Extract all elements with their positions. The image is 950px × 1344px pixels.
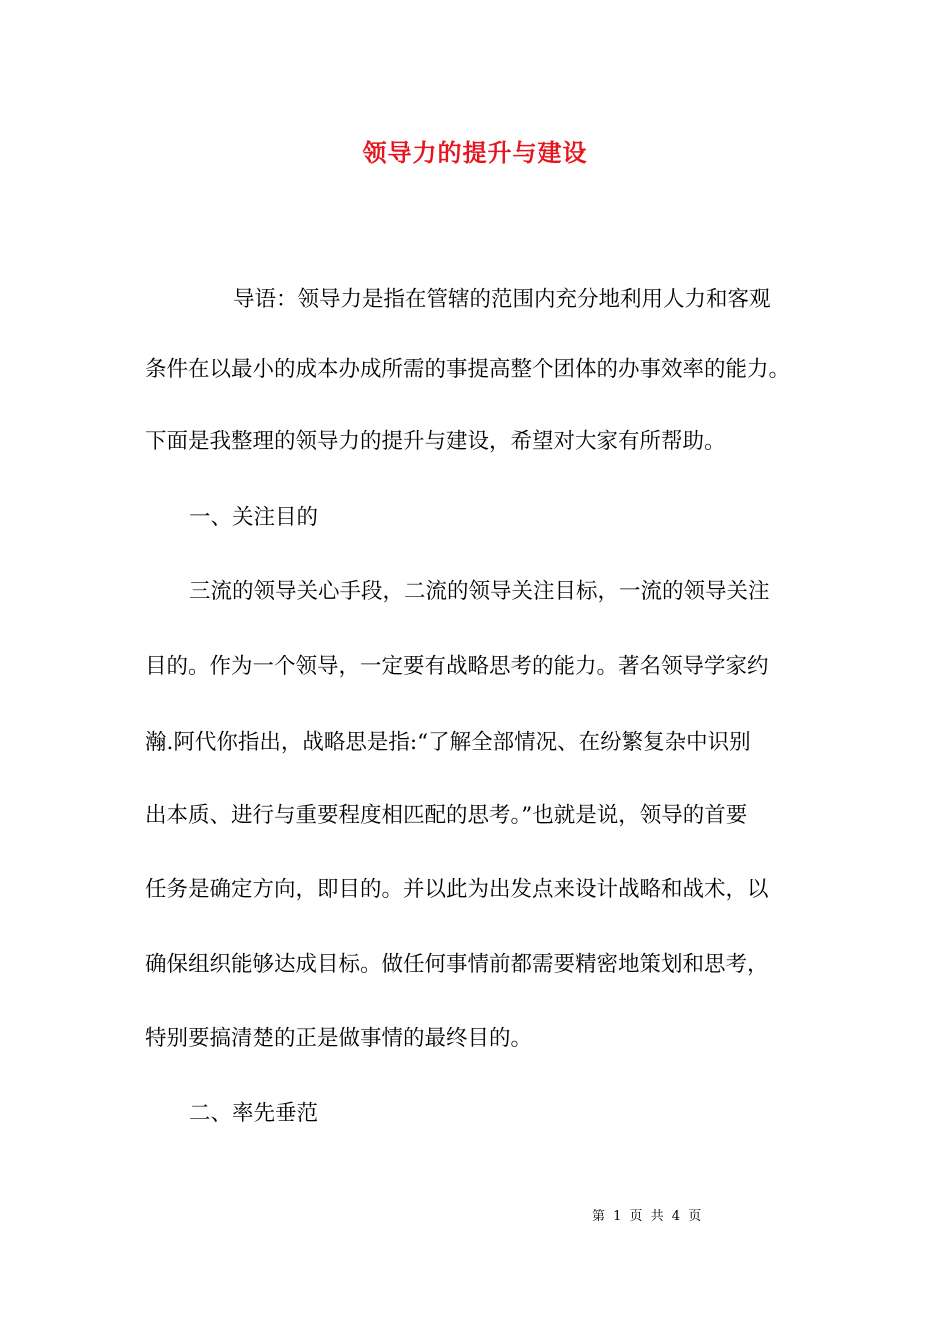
section-1-line-2: 目的。作为一个领导，一定要有战略思考的能力。著名领导学家约	[145, 654, 769, 679]
page-footer: 第 1 页 共 4 页	[592, 1209, 702, 1224]
section-1-line-1: 三流的领导关心手段，二流的领导关注目标，一流的领导关注	[189, 579, 770, 604]
section-1-line-4: 出本质、进行与重要程度相匹配的思考。”也就是说，领导的首要	[145, 803, 748, 828]
section-1-line-5: 任务是确定方向，即目的。并以此为出发点来设计战略和战术，以	[145, 877, 769, 902]
document-title: 领导力的提升与建设	[362, 138, 588, 167]
intro-line-1: 导语：领导力是指在管辖的范围内充分地利用人力和客观	[233, 287, 771, 312]
section-1-line-7: 特别要搞清楚的正是做事情的最终目的。	[145, 1026, 533, 1051]
section-1-line-3: 瀚.阿代你指出，战略思是指:“了解全部情况、在纷繁复杂中识别	[145, 730, 751, 755]
section-1-line-6: 确保组织能够达成目标。做任何事情前都需要精密地策划和思考，	[145, 952, 769, 977]
section-heading-1: 一、关注目的	[189, 505, 319, 530]
intro-line-3: 下面是我整理的领导力的提升与建设，希望对大家有所帮助。	[145, 429, 726, 454]
section-heading-2: 二、率先垂范	[189, 1101, 319, 1126]
intro-line-2: 条件在以最小的成本办成所需的事提高整个团体的办事效率的能力。	[145, 357, 791, 382]
